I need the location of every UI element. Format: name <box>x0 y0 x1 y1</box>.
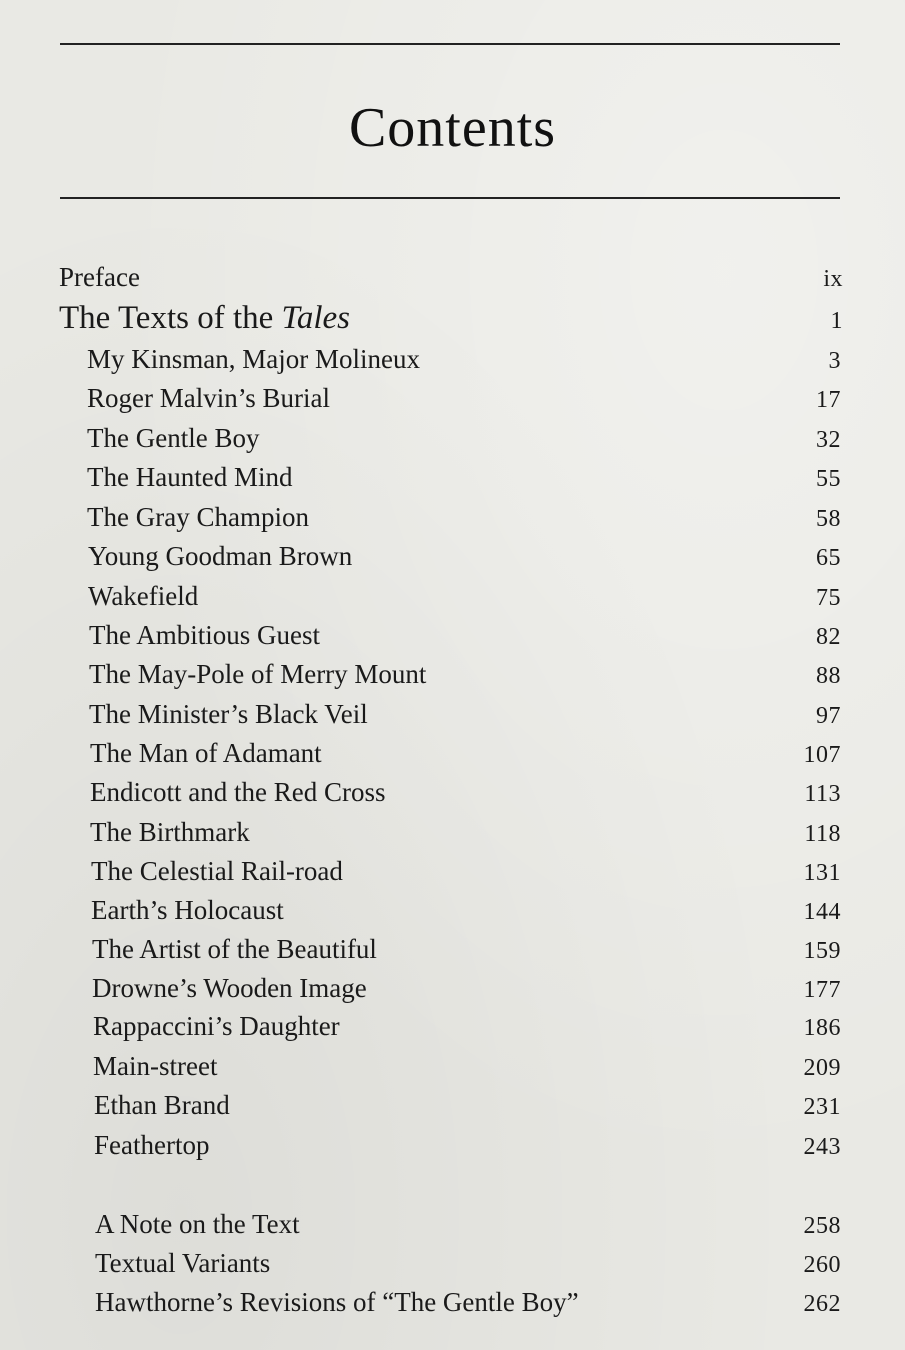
toc-entry <box>87 383 841 419</box>
toc-entry-page: 97 <box>816 703 841 729</box>
toc-entry-title: The Celestial Rail-road <box>91 856 343 886</box>
toc-entry-title: The Haunted Mind <box>87 462 293 492</box>
toc-entry-title: Hawthorne’s Revisions of “The Gentle Boy” <box>95 1287 579 1317</box>
toc-entry-title: The May-Pole of Merry Mount <box>89 659 427 689</box>
toc-entry <box>90 777 841 813</box>
toc-entry-title: Main-street <box>93 1051 218 1081</box>
toc-entry-title: The Artist of the Beautiful <box>92 934 377 964</box>
toc-entry-title: Preface <box>59 262 140 292</box>
toc-entry-title: Drowne’s Wooden Image <box>92 973 367 1003</box>
toc-entry-page: 3 <box>828 348 841 374</box>
toc-entry-page: 82 <box>816 624 841 650</box>
toc-entry-page: 58 <box>816 506 841 532</box>
toc-entry-title: A Note on the Text <box>95 1209 300 1239</box>
bottom-rule <box>60 197 840 199</box>
toc-entry <box>87 423 841 459</box>
toc-entry <box>92 934 841 970</box>
toc-entry-page: 260 <box>803 1252 841 1278</box>
toc-entry-page: 131 <box>803 860 841 886</box>
section-title-italic: Tales <box>281 300 351 336</box>
toc-section-title <box>59 300 350 337</box>
toc-entry-page: ix <box>823 266 843 292</box>
toc-entry-title: Ethan Brand <box>94 1090 230 1120</box>
toc-entry <box>90 817 841 853</box>
toc-entry <box>87 344 841 380</box>
toc-entry <box>87 462 841 498</box>
toc-entry-page: 262 <box>803 1291 841 1317</box>
toc-entry-title: Textual Variants <box>95 1248 271 1278</box>
toc-entry-title: The Man of Adamant <box>90 738 322 768</box>
toc-entry-title: Roger Malvin’s Burial <box>87 383 330 413</box>
toc-entry-page: 258 <box>803 1213 841 1239</box>
toc-entry-title: The Birthmark <box>90 817 250 847</box>
toc-entry-page: 144 <box>803 899 841 925</box>
toc-entry-title: Endicott and the Red Cross <box>90 777 386 807</box>
toc-entry-page: 113 <box>804 781 841 807</box>
toc-entry-textual-variants <box>95 1248 841 1284</box>
toc-entry-page: 243 <box>803 1134 841 1160</box>
toc-entry-preface <box>59 262 843 298</box>
toc-entry <box>90 738 841 774</box>
toc-entry-title: The Gray Champion <box>87 502 309 532</box>
toc-entry <box>94 1130 841 1166</box>
toc-entry-page: 65 <box>816 545 841 571</box>
toc-entry-page: 186 <box>803 1015 841 1041</box>
toc-entry-title: The Gentle Boy <box>87 423 260 453</box>
toc-entry-page: 55 <box>816 466 841 492</box>
toc-entry <box>91 895 841 931</box>
toc-section-texts-of-the-tales <box>59 300 843 336</box>
toc-entry <box>87 502 841 538</box>
toc-entry-page: 88 <box>816 663 841 689</box>
toc-entry-page: 75 <box>816 585 841 611</box>
toc-entry-title: Earth’s Holocaust <box>91 895 284 925</box>
toc-entry-title: Young Goodman Brown <box>88 541 353 571</box>
toc-entry-title: The Ambitious Guest <box>89 620 320 650</box>
toc-section-page: 1 <box>830 308 843 334</box>
toc-entry-title: Feathertop <box>94 1130 210 1160</box>
toc-entry <box>88 581 841 617</box>
toc-entry-page: 177 <box>803 977 841 1003</box>
toc-entry-title: Wakefield <box>88 581 199 611</box>
toc-entry-page: 231 <box>803 1094 841 1120</box>
toc-entry-page: 118 <box>804 821 841 847</box>
toc-entry-page: 107 <box>803 742 841 768</box>
toc-entry <box>92 973 841 1009</box>
toc-entry <box>91 856 841 892</box>
toc-entry <box>94 1090 841 1126</box>
top-rule <box>60 43 840 45</box>
toc-entry-page: 159 <box>803 938 841 964</box>
toc-entry-title: The Minister’s Black Veil <box>89 699 368 729</box>
toc-entry-title: Rappaccini’s Daughter <box>93 1011 340 1041</box>
toc-entry-title: My Kinsman, Major Molineux <box>87 344 420 374</box>
toc-entry <box>89 620 841 656</box>
toc-entry-note-on-text <box>95 1209 841 1245</box>
toc-entry <box>89 699 841 735</box>
toc-entry-page: 209 <box>803 1055 841 1081</box>
toc-entry-page: 32 <box>816 427 841 453</box>
section-title-prefix: The Texts of the <box>59 300 282 336</box>
toc-entry <box>89 659 841 695</box>
toc-entry-page: 17 <box>816 387 841 413</box>
page-title: Contents <box>348 97 557 159</box>
toc-entry <box>93 1011 841 1047</box>
toc-entry-revisions <box>95 1287 841 1323</box>
toc-entry <box>93 1051 841 1087</box>
toc-entry <box>88 541 841 577</box>
